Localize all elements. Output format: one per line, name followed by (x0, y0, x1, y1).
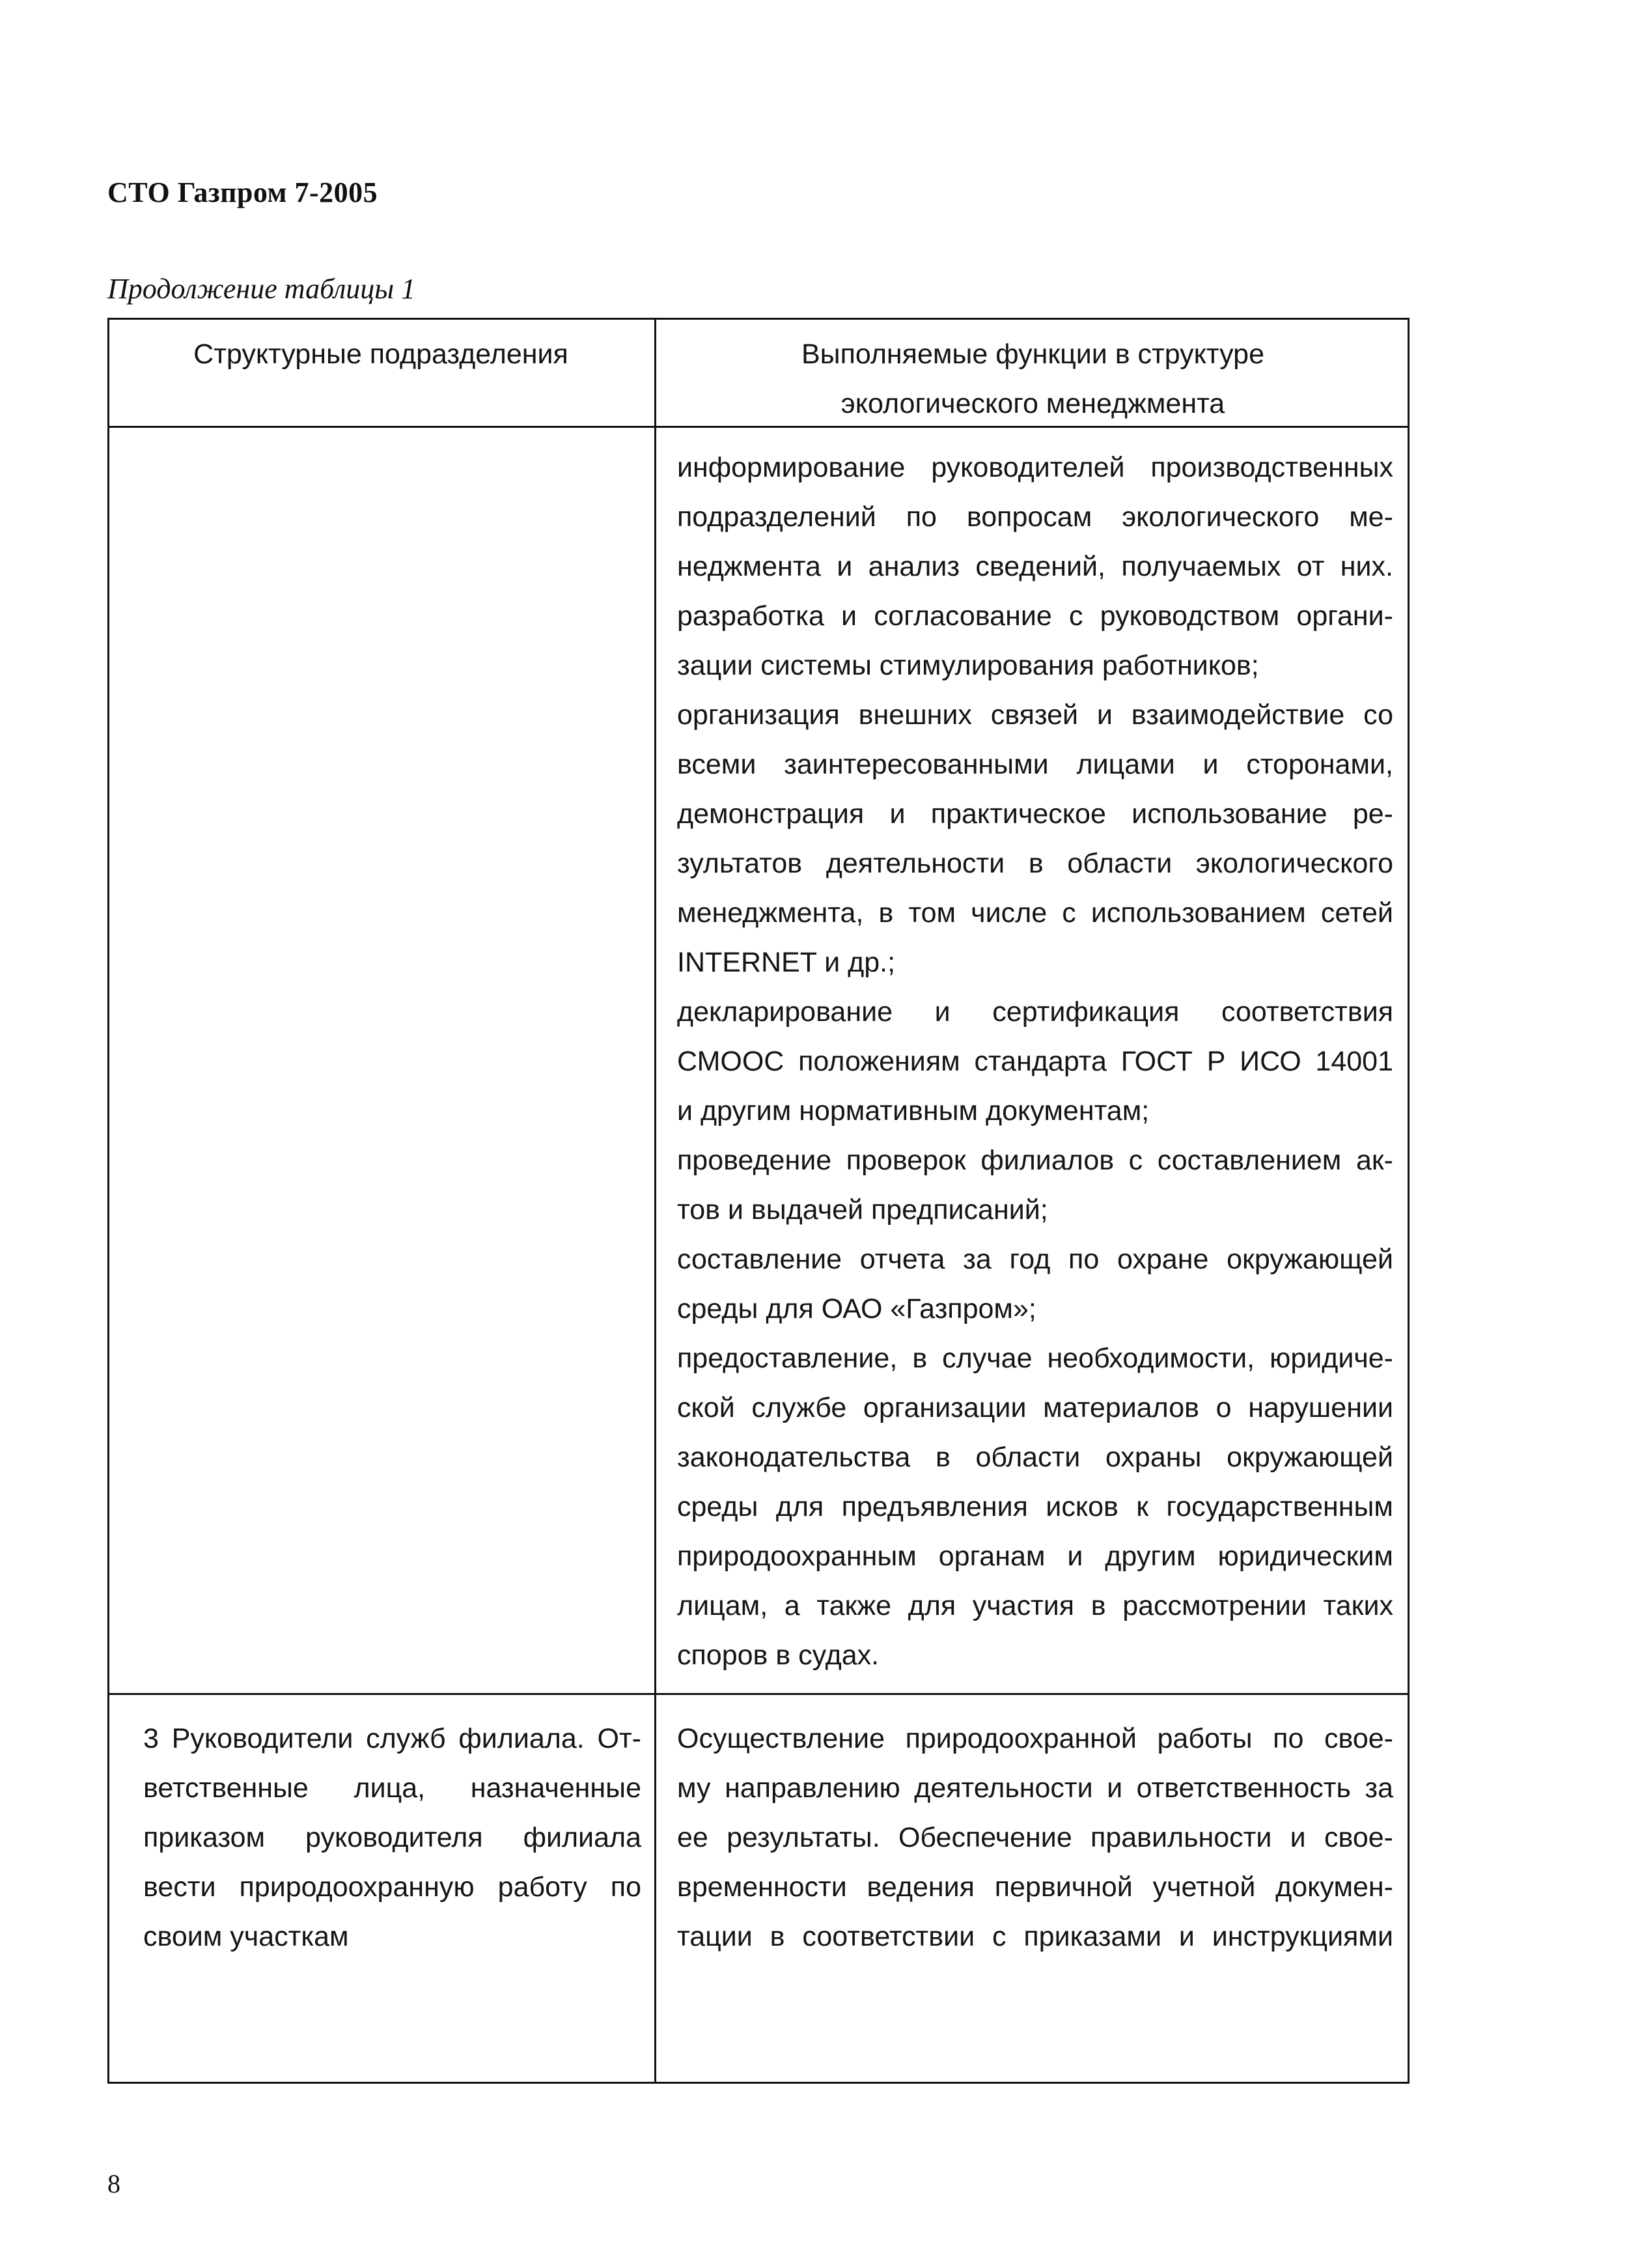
cell-text-line: законодательства в области охраны окружающей (677, 1442, 1393, 1473)
cell-text-line: разработка и согласование с руководством органи- (677, 600, 1393, 632)
cell-text-line: ветственные лица, назначенные (143, 1772, 641, 1804)
row2-functions-cell (677, 1714, 1393, 1961)
cell-text-line: приказом руководителя филиала (143, 1822, 641, 1853)
row-border (107, 1693, 1410, 1695)
cell-text-line: лицам, а также для участия в рассмотрении таких (677, 1590, 1393, 1621)
table-caption: Продолжение таблицы 1 (107, 273, 416, 305)
cell-text-line: организация внешних связей и взаимодействие со (677, 699, 1393, 731)
cell-text-line: Осуществление природоохранной работы по свое- (677, 1723, 1393, 1754)
cell-text-line: неджмента и анализ сведений, получаемых от них. (677, 551, 1393, 582)
cell-text-line: информирование руководителей производственных (677, 452, 1393, 483)
cell-text-line: тов и выдачей предписаний; (677, 1194, 1048, 1225)
cell-text-line: предоставление, в случае необходимости, юридиче- (677, 1343, 1393, 1374)
cell-text-line: среды для ОАО «Газпром»; (677, 1293, 1036, 1324)
cell-text-line: временности ведения первичной учетной докумен- (677, 1871, 1393, 1903)
cell-text-line: составление отчета за год по охране окружающей (677, 1244, 1393, 1275)
cell-text-line: подразделений по вопросам экологического ме- (677, 501, 1393, 533)
cell-text-line: своим участкам (143, 1921, 349, 1952)
cell-text-line: и другим нормативным документам; (677, 1095, 1150, 1127)
cell-text-line: ской службе организации материалов о нарушении (677, 1392, 1393, 1423)
cell-text-line: декларирование и сертификация соответствия (677, 996, 1393, 1028)
cell-text-line: тации в соответствии с приказами и инструкциями (677, 1921, 1393, 1952)
cell-text-line: всеми заинтересованными лицами и сторонами, (677, 749, 1393, 780)
cell-text-line: зультатов деятельности в области экологического (677, 848, 1393, 879)
column-header-text: Выполняемые функции в структуре (801, 339, 1264, 370)
column-divider (654, 318, 656, 2084)
cell-text-line: ее результаты. Обеспечение правильности и свое- (677, 1822, 1393, 1853)
column-header-units (107, 329, 654, 379)
cell-text-line: природоохранным органам и другим юридическим (677, 1541, 1393, 1572)
cell-text-line: среды для предъявления исков к государственным (677, 1491, 1393, 1522)
cell-text-line: демонстрация и практическое использование ре- (677, 798, 1393, 830)
page-number: 8 (107, 2169, 120, 2198)
column-header-text: Структурные подразделения (193, 339, 568, 370)
cell-text-line: 3 Руководители служб филиала. От- (143, 1723, 641, 1754)
column-header-text: экологического менеджмента (840, 388, 1225, 419)
cell-text-line: СМООС положениям стандарта ГОСТ Р ИСО 14001 (677, 1046, 1393, 1077)
cell-text-line: споров в судах. (677, 1640, 880, 1671)
cell-text-line: проведение проверок филиалов с составлением ак- (677, 1145, 1393, 1176)
cell-text-line: менеджмента, в том числе с использованием сетей (677, 897, 1393, 929)
cell-text-line: зации системы стимулирования работников; (677, 650, 1259, 681)
row1-functions-cell (677, 443, 1393, 1680)
cell-text-line: INTERNET и др.; (677, 947, 896, 978)
row2-unit-cell (143, 1714, 641, 1961)
document-code: СТО Газпром 7-2005 (107, 176, 378, 208)
cell-text-line: му направлению деятельности и ответственность за (677, 1772, 1393, 1804)
cell-text-line: вести природоохранную работу по (143, 1871, 641, 1903)
column-header-functions (656, 329, 1410, 428)
